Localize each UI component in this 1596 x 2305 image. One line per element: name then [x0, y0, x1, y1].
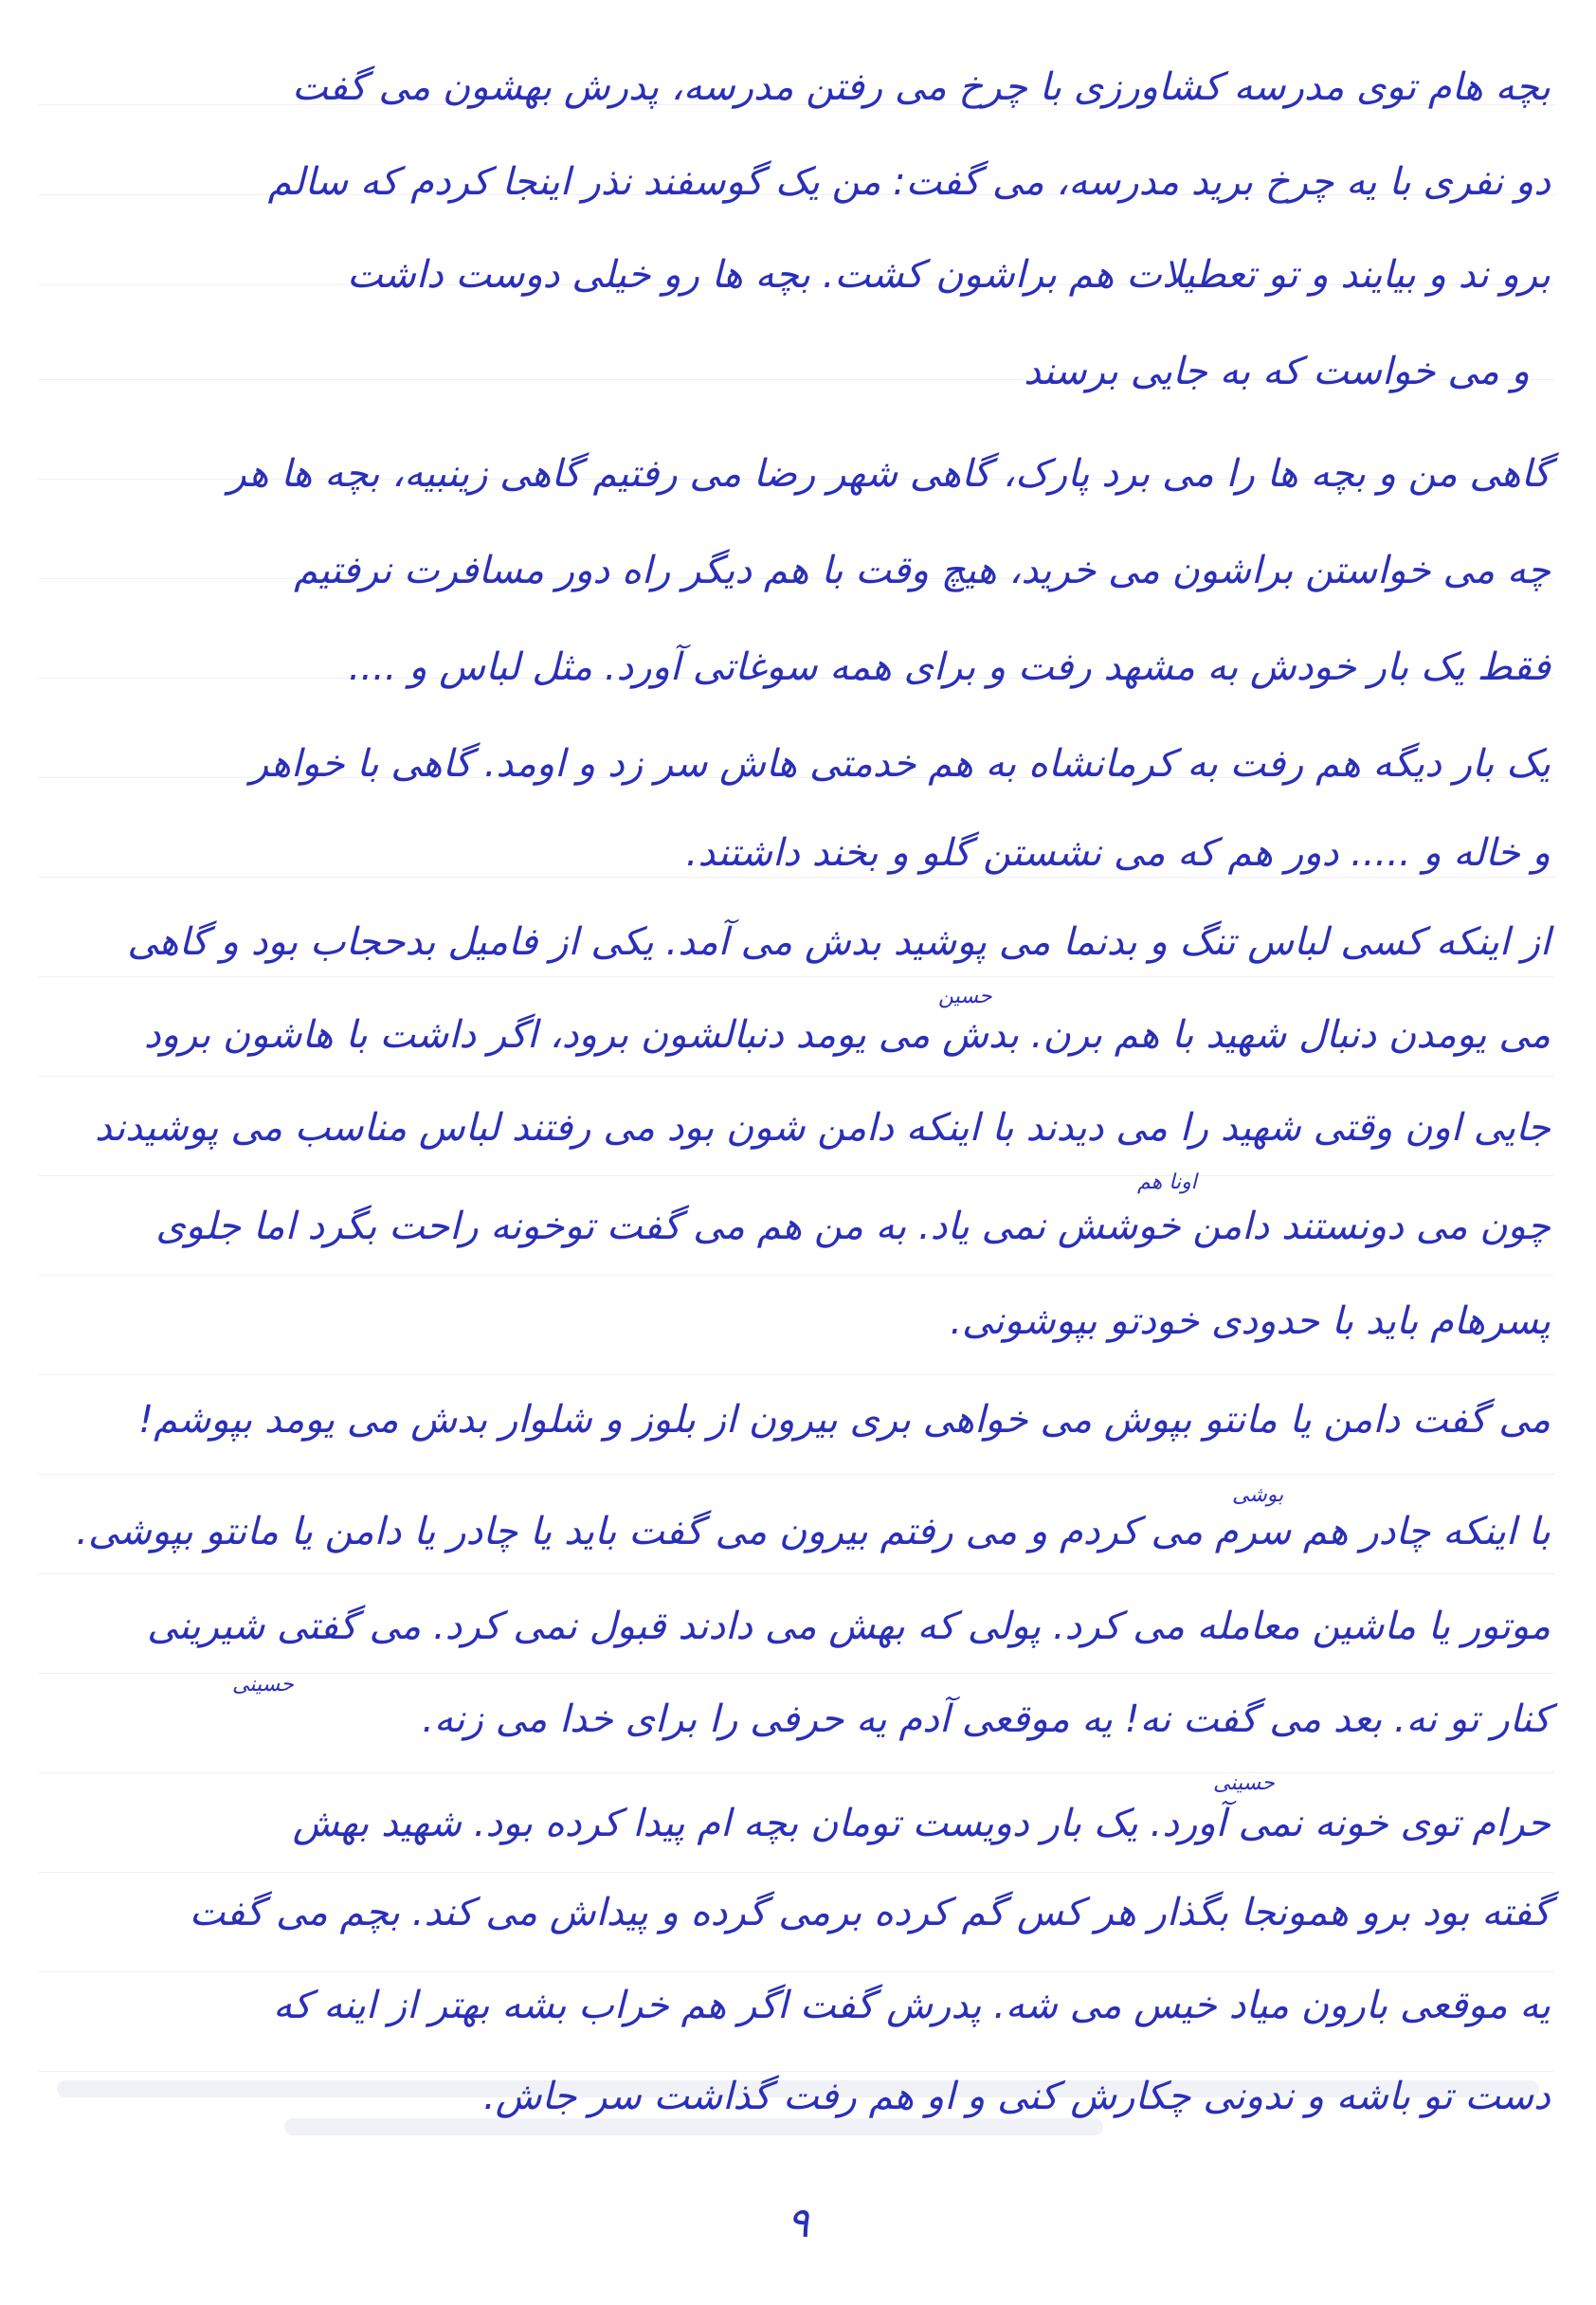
- text-line: با اینکه چادر هم سرم می کردم و می رفتم بیرون می گفت باید یا چادر یا دامن یا مانتو بپوشی.: [76, 1510, 1551, 1553]
- text-line: یک بار دیگه هم رفت به کرمانشاه به هم خدمتی هاش سر زد و اومد. گاهی با خواهر: [249, 742, 1551, 786]
- ruled-line: [38, 1573, 1554, 1574]
- text-line: دو نفری با یه چرخ برید مدرسه، می گفت: من یک گوسفند نذر اینجا کردم که سالم: [267, 160, 1551, 204]
- text-line: از اینکه کسی لباس تنگ و بدنما می پوشید بدش می آمد. یکی از فامیل بدحجاب بود و گاهی: [127, 920, 1551, 964]
- text-line: و خاله و ..... دور هم که می نشستن گلو و بخند داشتند.: [685, 831, 1551, 875]
- ruled-line: [38, 1474, 1554, 1475]
- ruled-line: [38, 976, 1554, 977]
- text-line: دست تو باشه و ندونی چکارش کنی و او هم رفت گذاشت سر جاش.: [483, 2075, 1551, 2118]
- ruled-line: [38, 1076, 1554, 1077]
- text-line: موتور یا ماشین معامله می کرد. پولی که بهش می دادند قبول نمی کرد. می گفتی شیرینی: [147, 1605, 1551, 1648]
- text-line: یه موقعی بارون میاد خیس می شه. پدرش گفت اگر هم خراب بشه بهتر از اینه که: [273, 1984, 1551, 2027]
- interlinear-insert: حسینی: [1213, 1771, 1275, 1795]
- text-line: گفته بود برو همونجا بگذار هر کس گم کرده برمی گرده و پیداش می کند. بچم می گفت: [189, 1891, 1551, 1934]
- text-line: برو ند و بیایند و تو تعطیلات هم براشون کشت. بچه ها رو خیلی دوست داشت: [347, 253, 1551, 297]
- ruled-line: [38, 1872, 1554, 1873]
- ruled-line: [38, 1374, 1554, 1375]
- text-line: چون می دونستند دامن خوشش نمی یاد. به من هم می گفت توخونه راحت بگرد اما جلوی: [155, 1205, 1551, 1248]
- text-line: و می خواست که به جایی برسند: [1024, 350, 1530, 393]
- text-line: می یومدن دنبال شهید با هم برن. بدش می یومد دنبالشون برود، اگر داشت با هاشون برود: [143, 1013, 1551, 1057]
- interlinear-insert: حسینی: [232, 1673, 294, 1697]
- text-line: پسرهام باید با حدودی خودتو بپوشونی.: [950, 1299, 1551, 1343]
- ruled-line: [38, 1275, 1554, 1276]
- text-line: کنار تو نه. بعد می گفت نه! یه موقعی آدم یه حرفی را برای خدا می زنه.: [422, 1697, 1551, 1741]
- text-line: گاهی من و بچه ها را می برد پارک، گاهی شهر رضا می رفتیم گاهی زینبیه، بچه ها هر: [227, 452, 1551, 496]
- ruled-line: [38, 1175, 1554, 1176]
- interlinear-insert: اونا هم: [1137, 1171, 1197, 1194]
- ruled-line: [38, 1772, 1554, 1773]
- page-number: ۹: [787, 2199, 809, 2247]
- ruled-line: [38, 1971, 1554, 1972]
- text-line: بچه هام توی مدرسه کشاورزی با چرخ می رفتن مدرسه، پدرش بهشون می گفت: [292, 65, 1551, 109]
- text-line: جایی اون وقتی شهید را می دیدند با اینکه دامن شون بود می رفتند لباس مناسب می پوشیدند: [95, 1106, 1551, 1150]
- interlinear-insert: حسین: [938, 985, 992, 1008]
- text-line: چه می خواستن براشون می خرید، هیچ وقت با هم دیگر راه دور مسافرت نرفتیم: [294, 549, 1551, 592]
- text-line: حرام توی خونه نمی آورد. یک بار دویست تومان بچه ام پیدا کرده بود. شهید بهش: [292, 1802, 1551, 1845]
- text-line: می گفت دامن یا مانتو بپوش می خواهی بری بیرون از بلوز و شلوار بدش می یومد بپوشم!: [138, 1398, 1551, 1442]
- interlinear-insert: بوشی: [1232, 1483, 1284, 1507]
- text-line: فقط یک بار خودش به مشهد رفت و برای همه سوغاتی آورد. مثل لباس و ....: [348, 645, 1551, 689]
